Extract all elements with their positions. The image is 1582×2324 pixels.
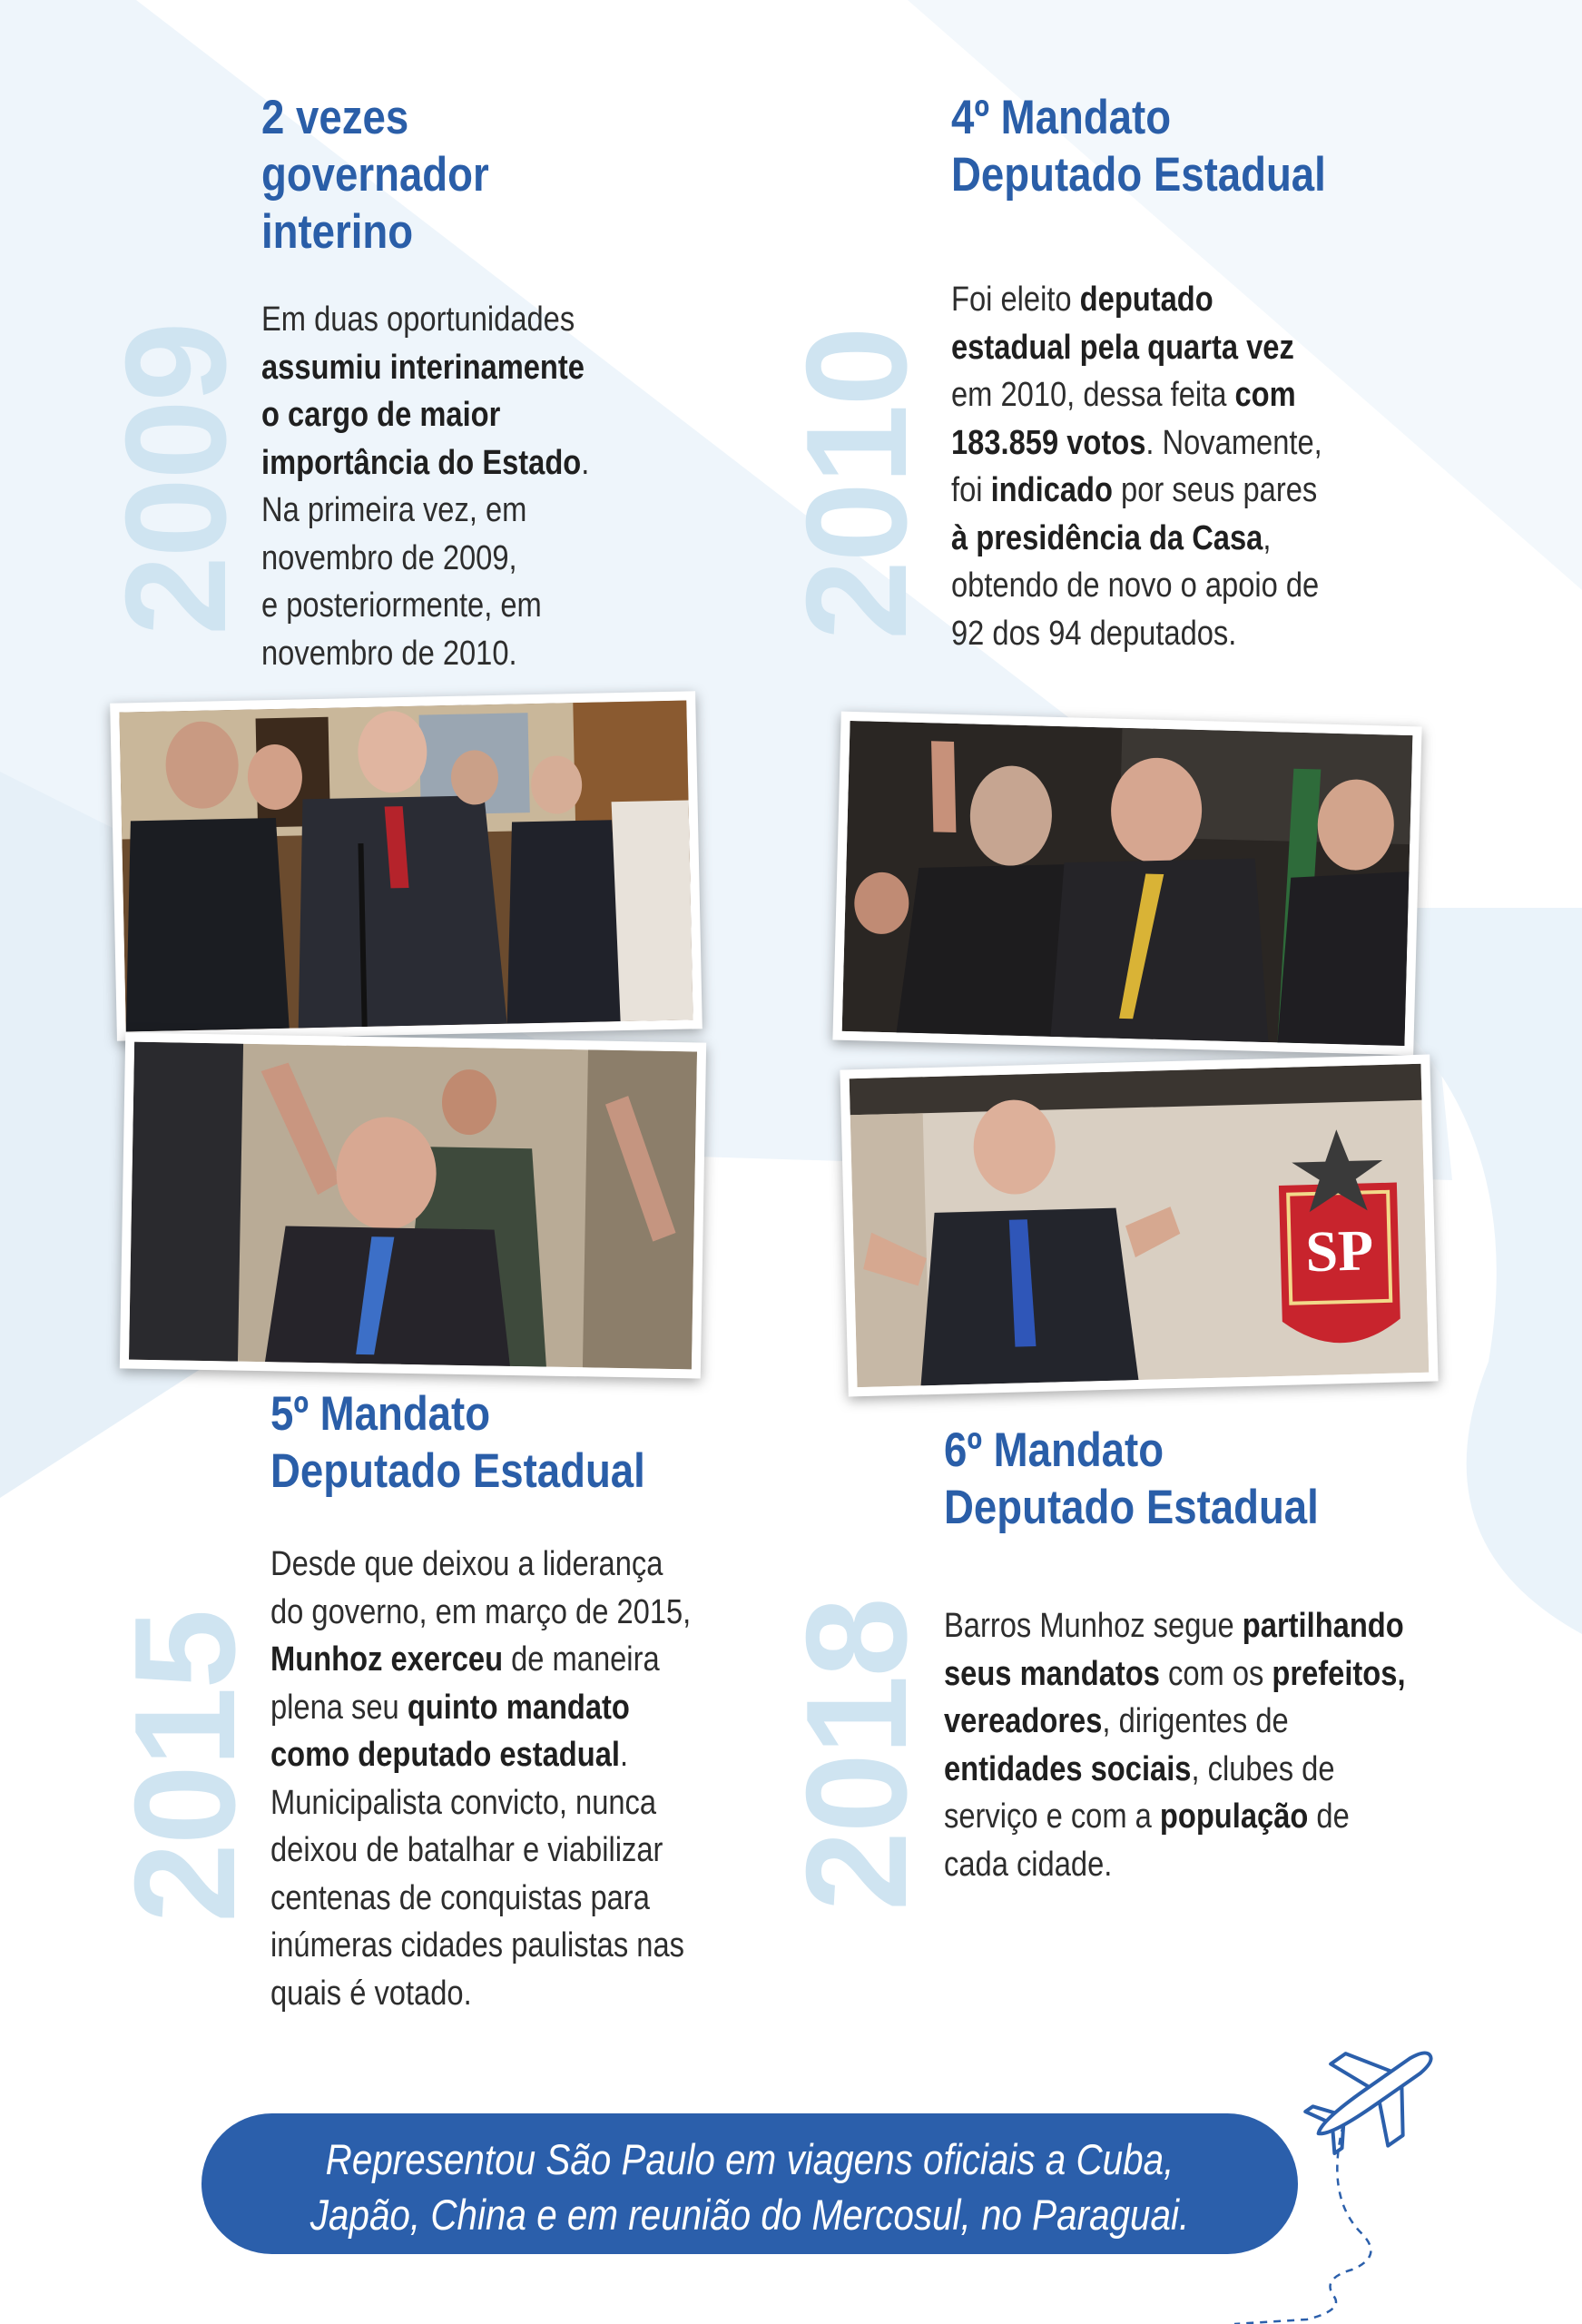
body-line bbox=[270, 1731, 691, 1779]
body-run: , clubes de bbox=[1191, 1749, 1335, 1788]
body-line bbox=[944, 1650, 1406, 1699]
body-run: . Novamente, bbox=[1145, 423, 1322, 462]
body-run: , bbox=[1263, 518, 1272, 557]
title-line: 2 vezes bbox=[261, 91, 409, 144]
section-2009-body bbox=[261, 296, 589, 677]
photo-man-waving bbox=[120, 1032, 706, 1378]
body-run: 92 dos 94 deputados. bbox=[951, 614, 1237, 653]
body-line bbox=[270, 1589, 691, 1637]
section-2018-title bbox=[944, 1422, 1319, 1536]
body-run: de maneira bbox=[503, 1640, 660, 1679]
year-2009: 2009 bbox=[96, 323, 256, 635]
title-line: Deputado Estadual bbox=[270, 1444, 645, 1498]
body-bold-run: deputado bbox=[1079, 281, 1214, 319]
body-line bbox=[951, 467, 1322, 515]
section-2009-title bbox=[261, 89, 489, 261]
title-line: Deputado Estadual bbox=[944, 1481, 1319, 1534]
body-run: foi bbox=[951, 471, 991, 509]
body-bold-run: importância do Estado bbox=[261, 443, 582, 482]
body-line bbox=[951, 610, 1322, 658]
man-speaking-sp-emblem-photo bbox=[850, 1064, 1430, 1387]
body-line bbox=[270, 1684, 691, 1732]
body-run: quais é votado. bbox=[270, 1974, 472, 2013]
body-run: de bbox=[1308, 1797, 1350, 1836]
body-line bbox=[261, 630, 589, 678]
title-line: interino bbox=[261, 205, 414, 259]
section-2010-body bbox=[951, 276, 1322, 657]
body-line bbox=[944, 1698, 1406, 1746]
man-waving-photo bbox=[129, 1042, 697, 1370]
body-line bbox=[951, 515, 1322, 563]
sp-emblem-text: SP bbox=[1304, 1217, 1375, 1285]
photo-applauding-men bbox=[832, 712, 1421, 1056]
body-bold-run: prefeitos, bbox=[1272, 1654, 1406, 1693]
body-line bbox=[270, 1875, 691, 1923]
body-bold-run: estadual pela quarta vez bbox=[951, 328, 1294, 367]
body-run: e posteriormente, em bbox=[261, 586, 542, 625]
body-line bbox=[270, 1636, 691, 1684]
body-line bbox=[270, 1922, 691, 1970]
title-line: governador bbox=[261, 148, 489, 202]
body-bold-run: vereadores bbox=[944, 1702, 1103, 1740]
body-bold-run: entidades sociais bbox=[944, 1749, 1192, 1788]
banner-line-2: Japão, China e em reunião do Mercosul, no Paraguai. bbox=[310, 2191, 1190, 2239]
title-line: 5º Mandato bbox=[270, 1387, 491, 1441]
year-2018: 2018 bbox=[777, 1599, 937, 1911]
body-line bbox=[944, 1793, 1406, 1841]
body-run: novembro de 2010. bbox=[261, 634, 517, 673]
body-bold-run: assumiu interinamente bbox=[261, 348, 585, 387]
body-line bbox=[944, 1746, 1406, 1794]
body-run: . bbox=[619, 1736, 629, 1774]
body-run: Desde que deixou a liderança bbox=[270, 1545, 663, 1583]
body-line bbox=[951, 562, 1322, 610]
body-line bbox=[944, 1841, 1406, 1889]
section-2018-body bbox=[944, 1602, 1406, 1888]
body-run: em 2010, dessa feita bbox=[951, 376, 1235, 414]
body-bold-run: 183.859 votos bbox=[951, 423, 1146, 462]
body-run: plena seu bbox=[270, 1688, 408, 1727]
photo-man-speaking bbox=[840, 1055, 1438, 1397]
group-of-men-in-suits-photo bbox=[119, 700, 693, 1031]
body-line bbox=[261, 391, 589, 439]
body-run: Barros Munhoz segue bbox=[944, 1607, 1243, 1645]
airplane-icon bbox=[1234, 2015, 1582, 2324]
body-run: com os bbox=[1159, 1654, 1272, 1693]
body-line bbox=[261, 439, 589, 487]
title-line: 4º Mandato bbox=[951, 91, 1172, 144]
body-run: . bbox=[581, 443, 590, 482]
body-run: do governo, em março de 2015, bbox=[270, 1592, 692, 1631]
body-line bbox=[261, 535, 589, 583]
travel-banner bbox=[201, 2113, 1298, 2254]
body-run: centenas de conquistas para bbox=[270, 1878, 650, 1917]
body-run: Na primeira vez, em bbox=[261, 491, 527, 529]
body-line bbox=[270, 1827, 691, 1875]
body-run: Em duas oportunidades bbox=[261, 300, 575, 339]
body-run: deixou de batalhar e viabilizar bbox=[270, 1831, 663, 1869]
body-line bbox=[261, 296, 589, 344]
body-bold-run: indicado bbox=[990, 471, 1113, 509]
body-run: serviço e com a bbox=[944, 1797, 1160, 1836]
body-run: novembro de 2009, bbox=[261, 538, 517, 577]
body-bold-run: como deputado estadual bbox=[270, 1736, 620, 1774]
body-bold-run: o cargo de maior bbox=[261, 396, 501, 434]
applauding-men-photo bbox=[842, 721, 1413, 1046]
year-2010: 2010 bbox=[777, 328, 937, 640]
banner-text bbox=[201, 2132, 1298, 2242]
body-line bbox=[951, 371, 1322, 419]
title-line: Deputado Estadual bbox=[951, 148, 1326, 202]
body-run: Municipalista convicto, nunca bbox=[270, 1783, 657, 1822]
body-run: , dirigentes de bbox=[1102, 1702, 1289, 1740]
body-run: obtendo de novo o apoio de bbox=[951, 566, 1320, 605]
body-bold-run: Munhoz exerceu bbox=[270, 1640, 504, 1679]
body-line bbox=[951, 419, 1322, 468]
section-2015-body bbox=[270, 1541, 691, 2017]
banner-line-1: Representou São Paulo em viagens oficiais a Cuba, bbox=[325, 2135, 1174, 2183]
body-run: cada cidade. bbox=[944, 1845, 1113, 1884]
body-bold-run: com bbox=[1234, 376, 1296, 414]
body-run: Foi eleito bbox=[951, 281, 1080, 319]
body-line bbox=[270, 1970, 691, 2018]
body-run: por seus pares bbox=[1112, 471, 1318, 509]
body-line bbox=[944, 1602, 1406, 1650]
body-bold-run: seus mandatos bbox=[944, 1654, 1160, 1693]
body-run: inúmeras cidades paulistas nas bbox=[270, 1926, 684, 1965]
body-line bbox=[951, 324, 1322, 372]
body-line bbox=[270, 1541, 691, 1589]
body-bold-run: partilhando bbox=[1242, 1607, 1404, 1645]
body-bold-run: população bbox=[1159, 1797, 1309, 1836]
year-2015: 2015 bbox=[105, 1610, 265, 1923]
section-2015-title bbox=[270, 1385, 645, 1500]
photo-group-men bbox=[110, 691, 703, 1040]
body-line bbox=[261, 582, 589, 630]
section-2010-title bbox=[951, 89, 1326, 203]
body-bold-run: à presidência da Casa bbox=[951, 518, 1263, 557]
title-line: 6º Mandato bbox=[944, 1423, 1164, 1477]
body-line bbox=[261, 487, 589, 535]
body-line bbox=[951, 276, 1322, 324]
body-line bbox=[270, 1779, 691, 1827]
body-bold-run: quinto mandato bbox=[407, 1688, 630, 1727]
body-line bbox=[261, 344, 589, 392]
